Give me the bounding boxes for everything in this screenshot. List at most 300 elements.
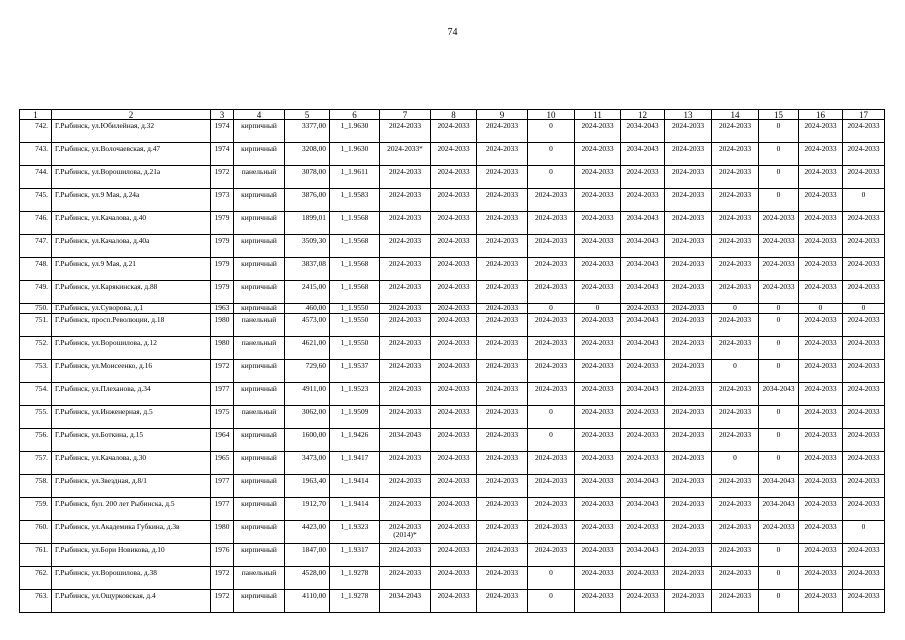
column-header: 12 (621, 110, 665, 120)
table-cell: 2024-2033 (665, 590, 712, 613)
table-cell: 2024-2033 (799, 281, 843, 304)
table-cell: 2024-2033 (575, 429, 621, 452)
table-cell: 756. (20, 429, 52, 452)
table-cell: 2024-2033 (477, 120, 528, 143)
table-cell: кирпичный (234, 304, 285, 314)
table-cell: 2024-2033 (477, 143, 528, 166)
table-cell: 2024-2033 (843, 337, 885, 360)
table-cell: 762. (20, 567, 52, 590)
table-cell: 746. (20, 212, 52, 235)
table-cell: 751. (20, 314, 52, 337)
column-header: 10 (528, 110, 575, 120)
table-cell: 2034-2043 (759, 383, 799, 406)
table-cell: 1974 (211, 120, 234, 143)
table-body (20, 120, 885, 613)
table-cell: 2024-2033 (477, 314, 528, 337)
table-row (20, 567, 885, 590)
table-cell: 0 (575, 304, 621, 314)
table-cell: кирпичный (234, 521, 285, 544)
table-cell: 2024-2033 (380, 258, 431, 281)
table-cell: 2024-2033 (843, 498, 885, 521)
table-cell: 1_1.9630 (330, 120, 380, 143)
table-cell: 1_1.9550 (330, 304, 380, 314)
table-cell: 0 (759, 120, 799, 143)
table-cell: 2024-2033 (380, 281, 431, 304)
column-header: 3 (211, 110, 234, 120)
table-cell: панельный (234, 314, 285, 337)
table-cell: 2024-2033 (477, 544, 528, 567)
table-cell: 0 (759, 314, 799, 337)
table-cell: 2024-2033 (528, 337, 575, 360)
table-cell: 744. (20, 166, 52, 189)
header-row (20, 110, 885, 120)
table-cell: 2024-2033 (621, 590, 665, 613)
table-cell: Г.Рыбинск, ул.Бори Новикова, д.10 (52, 544, 211, 567)
table-cell: 2034-2043 (621, 235, 665, 258)
table-cell: 2024-2033 (575, 567, 621, 590)
table-cell: 2024-2033 (799, 452, 843, 475)
table-cell: 1973 (211, 189, 234, 212)
table-cell: 758. (20, 475, 52, 498)
table-cell: 1_1.9568 (330, 212, 380, 235)
table-cell: 753. (20, 360, 52, 383)
table-cell: 2024-2033 (528, 189, 575, 212)
column-header: 14 (712, 110, 759, 120)
table-cell: 1975 (211, 406, 234, 429)
table-cell: 2024-2033 (665, 258, 712, 281)
page-number: 74 (447, 27, 458, 38)
table-cell: 2024-2033 (843, 143, 885, 166)
table-cell: 0 (528, 406, 575, 429)
table-cell: 2024-2033 (665, 304, 712, 314)
table-cell: Г.Рыбинск, ул.Карякинская, д.88 (52, 281, 211, 304)
table-cell: 2024-2033 (380, 304, 431, 314)
table-row (20, 337, 885, 360)
table-cell: Г.Рыбинск, ул.9 Мая, д.21 (52, 258, 211, 281)
table-cell: 2024-2033 (477, 166, 528, 189)
column-header: 17 (843, 110, 885, 120)
table-cell: 2024-2033 (621, 567, 665, 590)
table-cell: 743. (20, 143, 52, 166)
table-cell: Г.Рыбинск, ул.Ощурковская, д.4 (52, 590, 211, 613)
table-cell: 2024-2033 (477, 281, 528, 304)
table-cell: 1980 (211, 314, 234, 337)
housing-register-table (19, 109, 885, 613)
table-cell: 2024-2033 (712, 383, 759, 406)
table-cell: 2024-2033 (621, 452, 665, 475)
table-cell: 2024-2033 (712, 314, 759, 337)
table-cell: 1_1.9550 (330, 314, 380, 337)
table-cell: 2024-2033 (477, 258, 528, 281)
table-cell: кирпичный (234, 475, 285, 498)
table-cell: 2024-2033 (665, 383, 712, 406)
table-cell: 0 (759, 590, 799, 613)
table-cell: 1912,70 (285, 498, 330, 521)
table-cell: 0 (528, 590, 575, 613)
table-cell: 2024-2033 (477, 337, 528, 360)
table-cell: 2024-2033 (799, 189, 843, 212)
table-cell: Г.Рыбинск, ул.Звездная, д.8/1 (52, 475, 211, 498)
table-cell: 2024-2033 (799, 567, 843, 590)
table-cell: 2024-2033 (575, 235, 621, 258)
table-cell: 2024-2033 (799, 143, 843, 166)
table-row (20, 212, 885, 235)
table-cell: 1_1.9568 (330, 258, 380, 281)
table-cell: Г.Рыбинск, просп.Революции, д.18 (52, 314, 211, 337)
table-cell: кирпичный (234, 429, 285, 452)
table-cell: Г.Рыбинск, ул.Волочаевская, д.47 (52, 143, 211, 166)
table-cell: 2024-2033 (759, 235, 799, 258)
table-cell: 2024-2033 (799, 383, 843, 406)
table-cell: 2024-2033 (843, 590, 885, 613)
table-cell: 2024-2033 (843, 475, 885, 498)
table-cell: 2024-2033 (575, 120, 621, 143)
table-cell: кирпичный (234, 498, 285, 521)
table-cell: 2034-2043 (380, 429, 431, 452)
table-cell: 0 (712, 360, 759, 383)
table-cell: 1_1.9550 (330, 337, 380, 360)
table-cell: 3837,08 (285, 258, 330, 281)
table-cell: 2024-2033 (431, 521, 477, 544)
table-cell: 1979 (211, 281, 234, 304)
table-cell: 2024-2033 (712, 475, 759, 498)
table-cell: Г.Рыбинск, ул.Академика Губкина, д.3в (52, 521, 211, 544)
table-cell: 2024-2033 (665, 406, 712, 429)
table-cell: 0 (759, 304, 799, 314)
table-cell: Г.Рыбинск, ул.Качалова, д.30 (52, 452, 211, 475)
table-row (20, 590, 885, 613)
table-cell: 2034-2043 (621, 212, 665, 235)
table-cell: 2024-2033 (712, 281, 759, 304)
table-cell: кирпичный (234, 590, 285, 613)
table-cell: 747. (20, 235, 52, 258)
table-cell: 0 (759, 429, 799, 452)
table-cell: 2024-2033 (799, 212, 843, 235)
table-cell: 2024-2033 (843, 212, 885, 235)
table-cell: 2024-2033 (665, 360, 712, 383)
column-header: 9 (477, 110, 528, 120)
table-cell: кирпичный (234, 383, 285, 406)
table-cell: 0 (759, 452, 799, 475)
table-cell: 2024-2033 (665, 337, 712, 360)
table-cell: 2024-2033 (431, 429, 477, 452)
table-cell: 2024-2033 (477, 521, 528, 544)
table-cell: 2024-2033 (665, 429, 712, 452)
table-row (20, 258, 885, 281)
table-cell: 2024-2033 (843, 544, 885, 567)
table-cell: 2024-2033 (477, 452, 528, 475)
table-row (20, 475, 885, 498)
table-cell: 2024-2033 (528, 383, 575, 406)
table-cell: 2034-2043 (621, 143, 665, 166)
table-cell: 1980 (211, 337, 234, 360)
table-cell: 1980 (211, 521, 234, 544)
table-cell: 2024-2033 (665, 120, 712, 143)
table-cell: 1_1.9323 (330, 521, 380, 544)
table-cell: 2024-2033 (575, 590, 621, 613)
table-cell: 759. (20, 498, 52, 521)
column-header: 16 (799, 110, 843, 120)
table-cell: 2024-2033 (712, 567, 759, 590)
table-cell: 2024-2033 (712, 235, 759, 258)
table-cell: 2034-2043 (621, 281, 665, 304)
table-row (20, 383, 885, 406)
table-cell: 2024-2033 (528, 544, 575, 567)
table-cell: 2024-2033 (477, 475, 528, 498)
table-cell: 2024-2033 (431, 281, 477, 304)
table-cell: 0 (528, 304, 575, 314)
table-cell: 2024-2033 (843, 314, 885, 337)
table-cell: 3062,00 (285, 406, 330, 429)
table-cell: 2024-2033 (380, 314, 431, 337)
table-cell: 2034-2043 (759, 498, 799, 521)
table-cell: 2024-2033 (843, 406, 885, 429)
table-cell: 729,60 (285, 360, 330, 383)
table-cell: 1977 (211, 475, 234, 498)
table-cell: 750. (20, 304, 52, 314)
table-row (20, 314, 885, 337)
table-cell: 2024-2033 (431, 383, 477, 406)
table-cell: 2024-2033 (712, 337, 759, 360)
table-cell: 1899,01 (285, 212, 330, 235)
table-cell: 2024-2033 (477, 590, 528, 613)
table-cell: 2024-2033 (665, 235, 712, 258)
table-cell: 2024-2033 (477, 383, 528, 406)
table-cell: 2024-2033 (799, 521, 843, 544)
table-cell: 2024-2033 (528, 452, 575, 475)
table-cell: 2024-2033 (380, 337, 431, 360)
table-cell: 2024-2033 (799, 166, 843, 189)
table-cell: 1_1.9568 (330, 235, 380, 258)
column-header: 15 (759, 110, 799, 120)
column-header: 8 (431, 110, 477, 120)
table-cell: 2024-2033 (759, 212, 799, 235)
table-cell: 2024-2033 (712, 166, 759, 189)
table-cell: 2024-2033 (799, 120, 843, 143)
table-cell: 752. (20, 337, 52, 360)
table-cell: кирпичный (234, 235, 285, 258)
table-cell: 2024-2033 (2014)* (380, 521, 431, 544)
table-cell: 2024-2033 (477, 235, 528, 258)
table-cell: Г.Рыбинск, ул.Плеханова, д.34 (52, 383, 211, 406)
table-cell: 2024-2033 (799, 590, 843, 613)
table-cell: 2024-2033 (528, 521, 575, 544)
table-cell: Г.Рыбинск, ул.Суворова, д.1 (52, 304, 211, 314)
table-cell: 2024-2033 (575, 360, 621, 383)
table-cell: 1972 (211, 360, 234, 383)
table-cell: 2034-2043 (621, 383, 665, 406)
table-cell: 1_1.9537 (330, 360, 380, 383)
table-cell: 2034-2043 (759, 475, 799, 498)
table-cell: 0 (712, 452, 759, 475)
table-cell: 2024-2033 (843, 258, 885, 281)
table-cell: 1_1.9426 (330, 429, 380, 452)
table-cell: 2024-2033 (665, 544, 712, 567)
table-cell: 0 (759, 544, 799, 567)
table-cell: 2024-2033 (431, 360, 477, 383)
table-cell: 2024-2033 (843, 281, 885, 304)
table-cell: 4573,00 (285, 314, 330, 337)
table-cell: 2024-2033 (621, 189, 665, 212)
table-cell: 0 (712, 304, 759, 314)
table-cell: 1976 (211, 544, 234, 567)
table-cell: 2024-2033 (380, 383, 431, 406)
table-cell: 0 (528, 166, 575, 189)
table-row (20, 143, 885, 166)
table-cell: 749. (20, 281, 52, 304)
table-cell: панельный (234, 567, 285, 590)
table-cell: 2024-2033 (799, 314, 843, 337)
table-cell: 2024-2033 (431, 544, 477, 567)
table-cell: 4423,00 (285, 521, 330, 544)
table-cell: Г.Рыбинск, бул. 200 лет Рыбинска, д.5 (52, 498, 211, 521)
table-row (20, 544, 885, 567)
table-cell: 2024-2033 (528, 258, 575, 281)
table-cell: 2024-2033 (665, 314, 712, 337)
table-cell: 760. (20, 521, 52, 544)
table-cell: 745. (20, 189, 52, 212)
table-cell: 2024-2033 (380, 212, 431, 235)
table-cell: 1972 (211, 166, 234, 189)
table-cell: 2024-2033 (799, 544, 843, 567)
table-cell: 1977 (211, 498, 234, 521)
table-cell: 1_1.9523 (330, 383, 380, 406)
table-cell: Г.Рыбинск, ул.9 Мая, д.24а (52, 189, 211, 212)
table-cell: 2024-2033 (799, 337, 843, 360)
table-row (20, 120, 885, 143)
table-cell: 2034-2043 (621, 475, 665, 498)
table-cell: кирпичный (234, 212, 285, 235)
table-cell: 2024-2033 (528, 360, 575, 383)
table-cell: 2024-2033 (477, 567, 528, 590)
table-cell: 2024-2033 (799, 429, 843, 452)
table-cell: 2024-2033 (380, 406, 431, 429)
table-cell: 2024-2033 (380, 360, 431, 383)
table-cell: 0 (528, 143, 575, 166)
table-cell: 2024-2033 (712, 189, 759, 212)
table-cell: 2024-2033 (712, 498, 759, 521)
table-cell: 2024-2033 (431, 258, 477, 281)
table-cell: 2034-2043 (621, 120, 665, 143)
table-cell: 2024-2033 (431, 143, 477, 166)
table-cell: 2024-2033 (665, 452, 712, 475)
table-cell: 2024-2033 (621, 406, 665, 429)
table-cell: Г.Рыбинск, ул.Юбилейная, д.32 (52, 120, 211, 143)
table-cell: 2034-2043 (621, 314, 665, 337)
table-cell: 1972 (211, 567, 234, 590)
table-cell: 0 (759, 406, 799, 429)
table-cell: 2024-2033 (575, 475, 621, 498)
table-cell: 1_1.9414 (330, 475, 380, 498)
table-cell: 4911,00 (285, 383, 330, 406)
table-cell: 2024-2033 (712, 120, 759, 143)
table-cell: 1965 (211, 452, 234, 475)
table-cell: 2024-2033 (799, 360, 843, 383)
table-cell: 2024-2033 (380, 120, 431, 143)
table-cell: Г.Рыбинск, ул.Качалова, д.40а (52, 235, 211, 258)
table-cell: 1_1.9630 (330, 143, 380, 166)
table-cell: кирпичный (234, 189, 285, 212)
table-cell: 2024-2033 (712, 258, 759, 281)
table-cell: 1979 (211, 235, 234, 258)
table-cell: 0 (843, 304, 885, 314)
table-cell: 2024-2033 (575, 143, 621, 166)
table-cell: 2024-2033 (431, 475, 477, 498)
table-cell: 2024-2033 (477, 360, 528, 383)
table-cell: 460,00 (285, 304, 330, 314)
table-cell: 2034-2043 (621, 337, 665, 360)
table-cell: 2024-2033 (843, 166, 885, 189)
table-cell: 0 (528, 120, 575, 143)
table-cell: 4528,00 (285, 567, 330, 590)
table-cell: 0 (799, 304, 843, 314)
column-header: 6 (330, 110, 380, 120)
table-cell: 754. (20, 383, 52, 406)
table-cell: 2024-2033 (431, 452, 477, 475)
table-cell: 1963 (211, 304, 234, 314)
table-cell: 2024-2033 (477, 212, 528, 235)
table-cell: 2024-2033 (575, 452, 621, 475)
table-cell: 2034-2043 (380, 590, 431, 613)
table-cell: Г.Рыбинск, ул.Инженерная, д.5 (52, 406, 211, 429)
table-cell: 3509,30 (285, 235, 330, 258)
table-cell: 2024-2033 (431, 120, 477, 143)
table-cell: 0 (759, 143, 799, 166)
table-cell: кирпичный (234, 143, 285, 166)
table-cell: 2024-2033* (380, 143, 431, 166)
table-cell: 2024-2033 (431, 304, 477, 314)
table-cell: 2024-2033 (477, 498, 528, 521)
table-row (20, 429, 885, 452)
table-cell: 2024-2033 (665, 281, 712, 304)
table-cell: 1_1.9568 (330, 281, 380, 304)
table-cell: 757. (20, 452, 52, 475)
table-cell: 1_1.9278 (330, 590, 380, 613)
table-cell: кирпичный (234, 281, 285, 304)
column-header: 1 (20, 110, 52, 120)
table-cell: 2024-2033 (431, 337, 477, 360)
column-header: 4 (234, 110, 285, 120)
table-cell: 2024-2033 (621, 166, 665, 189)
table-cell: 2024-2033 (431, 567, 477, 590)
table-cell: Г.Рыбинск, ул.Ворошилова, д.12 (52, 337, 211, 360)
table-cell: 2024-2033 (380, 544, 431, 567)
table-cell: 2024-2033 (477, 406, 528, 429)
table-cell: 0 (759, 567, 799, 590)
table-cell: Г.Рыбинск, ул.Ворошилова, д.38 (52, 567, 211, 590)
table-cell: 1600,00 (285, 429, 330, 452)
table-cell: кирпичный (234, 120, 285, 143)
table-cell: Г.Рыбинск, ул.Моисеенко, д.16 (52, 360, 211, 383)
table-cell: 4110,00 (285, 590, 330, 613)
table-cell: 755. (20, 406, 52, 429)
table-cell: 2024-2033 (431, 498, 477, 521)
table-cell: 2024-2033 (528, 281, 575, 304)
table-cell: 2024-2033 (665, 189, 712, 212)
table-cell: Г.Рыбинск, ул.Боткина, д.15 (52, 429, 211, 452)
table-cell: 1963,40 (285, 475, 330, 498)
table-cell: 2024-2033 (621, 429, 665, 452)
table-cell: 748. (20, 258, 52, 281)
table-cell: 2024-2033 (431, 189, 477, 212)
table-cell: 1_1.9278 (330, 567, 380, 590)
table-cell: 2034-2043 (621, 498, 665, 521)
table-cell: 2024-2033 (759, 521, 799, 544)
table-cell: 2034-2043 (621, 258, 665, 281)
table-cell: 2024-2033 (665, 521, 712, 544)
table-cell: 2024-2033 (843, 360, 885, 383)
table-cell: 2024-2033 (759, 258, 799, 281)
